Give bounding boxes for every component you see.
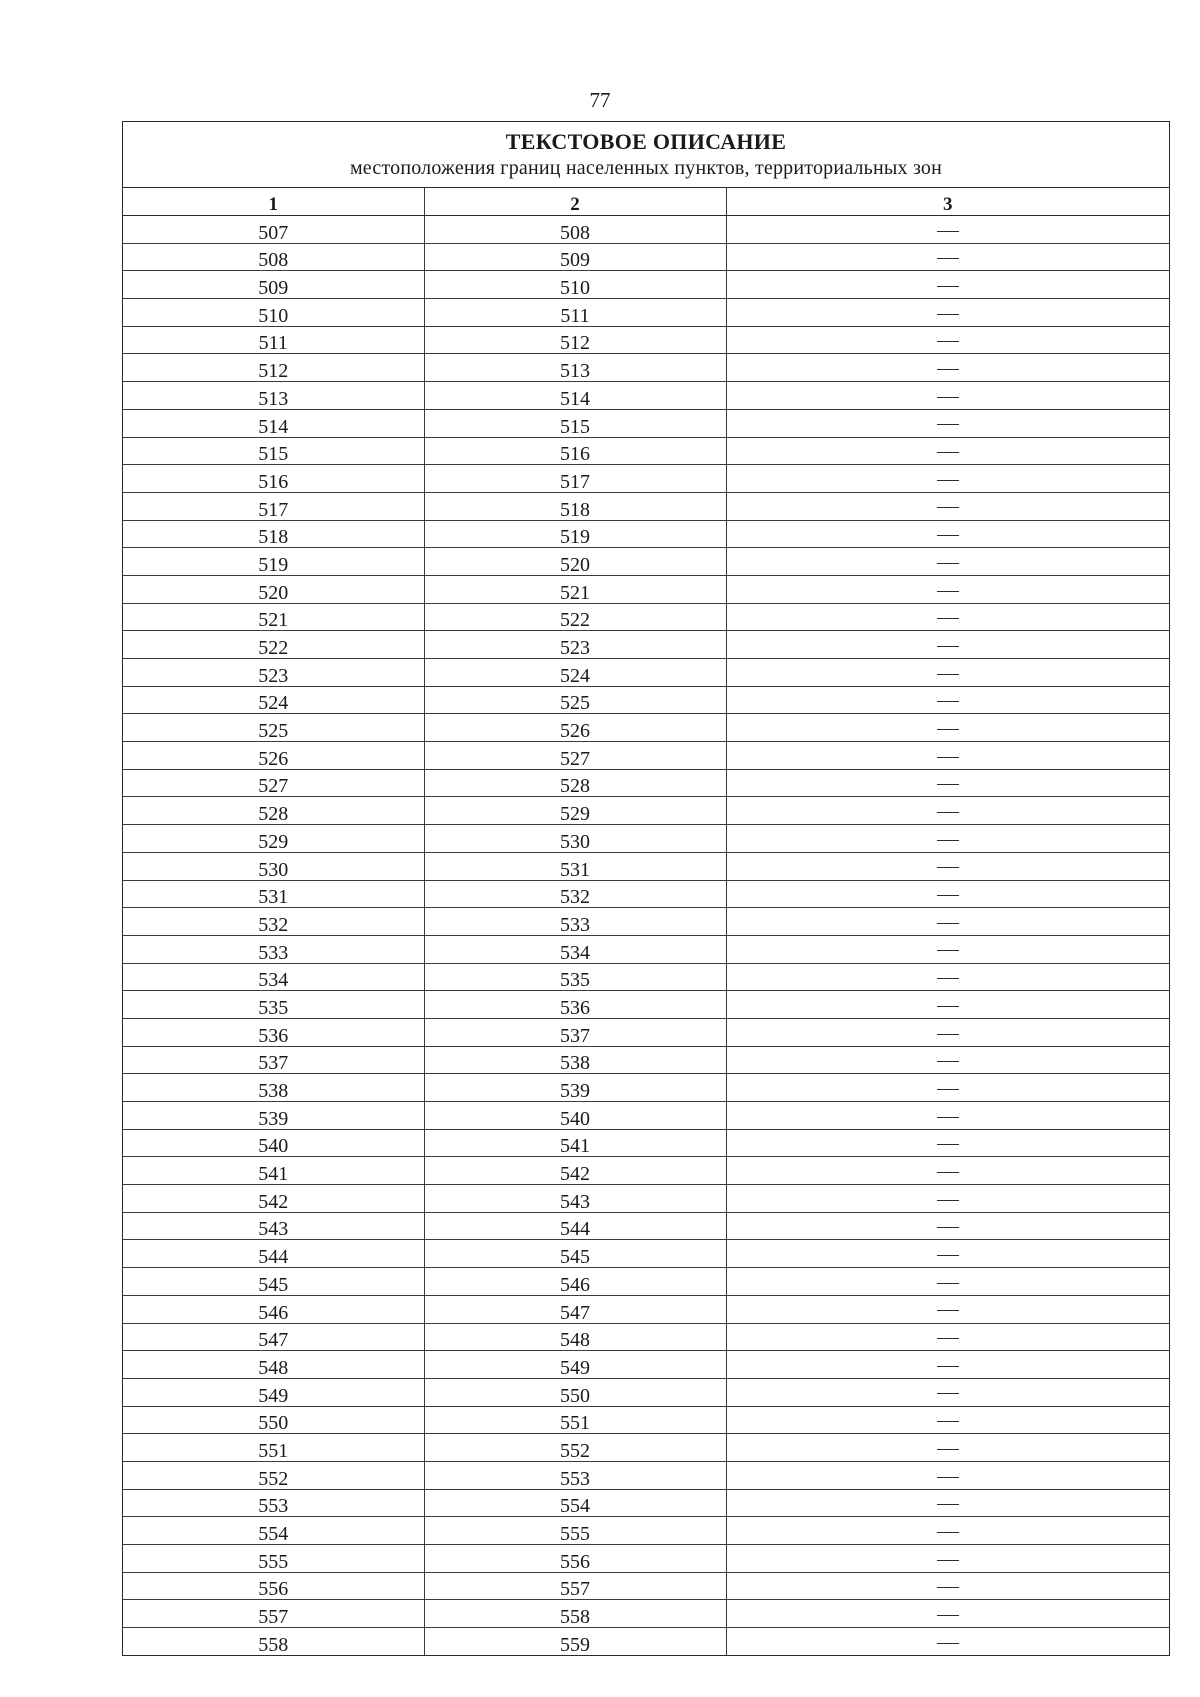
dash-mark bbox=[937, 840, 959, 841]
point-to-cell: 520 bbox=[424, 548, 726, 576]
table-body bbox=[123, 216, 1169, 1655]
point-to-cell: 534 bbox=[424, 935, 726, 963]
table-row bbox=[123, 1018, 1169, 1046]
document-subtitle: местоположения границ населенных пунктов, территориальных зон bbox=[349, 157, 943, 179]
point-from-cell: 534 bbox=[123, 963, 424, 991]
point-to-cell: 540 bbox=[424, 1102, 726, 1130]
table-row bbox=[123, 1489, 1169, 1517]
dash-cell bbox=[726, 991, 1169, 1019]
table-row bbox=[123, 575, 1169, 603]
point-from-cell: 524 bbox=[123, 686, 424, 714]
point-to-cell: 544 bbox=[424, 1212, 726, 1240]
point-from-cell: 518 bbox=[123, 520, 424, 548]
point-from-cell: 547 bbox=[123, 1323, 424, 1351]
table-row bbox=[123, 326, 1169, 354]
point-to-cell: 545 bbox=[424, 1240, 726, 1268]
dash-mark bbox=[937, 1283, 959, 1284]
dash-cell bbox=[726, 1046, 1169, 1074]
dash-mark bbox=[937, 452, 959, 453]
table-row bbox=[123, 1212, 1169, 1240]
dash-mark bbox=[937, 1504, 959, 1505]
point-to-cell: 517 bbox=[424, 465, 726, 493]
point-from-cell: 536 bbox=[123, 1018, 424, 1046]
dash-cell bbox=[726, 1351, 1169, 1379]
dash-mark bbox=[937, 1532, 959, 1533]
dash-cell bbox=[726, 1517, 1169, 1545]
point-from-cell: 513 bbox=[123, 382, 424, 410]
dash-mark bbox=[937, 480, 959, 481]
point-from-cell: 554 bbox=[123, 1517, 424, 1545]
point-to-cell: 546 bbox=[424, 1268, 726, 1296]
point-from-cell: 514 bbox=[123, 409, 424, 437]
point-to-cell: 523 bbox=[424, 631, 726, 659]
point-from-cell: 551 bbox=[123, 1434, 424, 1462]
dash-mark bbox=[937, 978, 959, 979]
dash-mark bbox=[937, 1172, 959, 1173]
table-row bbox=[123, 631, 1169, 659]
dash-cell bbox=[726, 714, 1169, 742]
point-to-cell: 522 bbox=[424, 603, 726, 631]
dash-cell bbox=[726, 769, 1169, 797]
table-row bbox=[123, 1572, 1169, 1600]
point-from-cell: 540 bbox=[123, 1129, 424, 1157]
point-from-cell: 515 bbox=[123, 437, 424, 465]
column-header-row bbox=[123, 188, 1169, 216]
point-from-cell: 535 bbox=[123, 991, 424, 1019]
dash-cell bbox=[726, 1240, 1169, 1268]
dash-mark bbox=[937, 591, 959, 592]
column-header-1: 1 bbox=[123, 188, 424, 216]
point-to-cell: 533 bbox=[424, 908, 726, 936]
point-to-cell: 529 bbox=[424, 797, 726, 825]
point-to-cell: 556 bbox=[424, 1545, 726, 1573]
dash-cell bbox=[726, 492, 1169, 520]
dash-mark bbox=[937, 258, 959, 259]
dash-cell bbox=[726, 575, 1169, 603]
point-to-cell: 557 bbox=[424, 1572, 726, 1600]
table-row bbox=[123, 935, 1169, 963]
dash-mark bbox=[937, 1089, 959, 1090]
document-title: ТЕКСТОВОЕ ОПИСАНИЕ bbox=[505, 129, 787, 154]
dash-mark bbox=[937, 397, 959, 398]
dash-mark bbox=[937, 674, 959, 675]
point-from-cell: 527 bbox=[123, 769, 424, 797]
table-row bbox=[123, 714, 1169, 742]
dash-cell bbox=[726, 271, 1169, 299]
dash-cell bbox=[726, 1406, 1169, 1434]
point-from-cell: 509 bbox=[123, 271, 424, 299]
point-to-cell: 535 bbox=[424, 963, 726, 991]
point-from-cell: 530 bbox=[123, 852, 424, 880]
dash-mark bbox=[937, 1587, 959, 1588]
dash-mark bbox=[937, 1310, 959, 1311]
dash-mark bbox=[937, 1117, 959, 1118]
dash-cell bbox=[726, 686, 1169, 714]
point-to-cell: 519 bbox=[424, 520, 726, 548]
point-from-cell: 533 bbox=[123, 935, 424, 963]
point-from-cell: 516 bbox=[123, 465, 424, 493]
table-row bbox=[123, 991, 1169, 1019]
dash-cell bbox=[726, 1074, 1169, 1102]
point-to-cell: 512 bbox=[424, 326, 726, 354]
dash-mark bbox=[937, 231, 959, 232]
table-row bbox=[123, 409, 1169, 437]
dash-cell bbox=[726, 1489, 1169, 1517]
point-to-cell: 509 bbox=[424, 243, 726, 271]
dash-cell bbox=[726, 326, 1169, 354]
point-from-cell: 552 bbox=[123, 1461, 424, 1489]
point-to-cell: 543 bbox=[424, 1185, 726, 1213]
points-grid bbox=[123, 188, 1169, 1655]
dash-cell bbox=[726, 216, 1169, 244]
point-from-cell: 537 bbox=[123, 1046, 424, 1074]
point-from-cell: 546 bbox=[123, 1295, 424, 1323]
column-header-3: 3 bbox=[726, 188, 1169, 216]
dash-mark bbox=[937, 1477, 959, 1478]
dash-mark bbox=[937, 867, 959, 868]
table-row bbox=[123, 825, 1169, 853]
point-to-cell: 510 bbox=[424, 271, 726, 299]
dash-mark bbox=[937, 757, 959, 758]
dash-mark bbox=[937, 1255, 959, 1256]
point-from-cell: 539 bbox=[123, 1102, 424, 1130]
dash-cell bbox=[726, 465, 1169, 493]
table-row bbox=[123, 216, 1169, 244]
point-to-cell: 514 bbox=[424, 382, 726, 410]
point-to-cell: 550 bbox=[424, 1378, 726, 1406]
table-row bbox=[123, 520, 1169, 548]
dash-cell bbox=[726, 1129, 1169, 1157]
dash-cell bbox=[726, 1157, 1169, 1185]
table-header-block bbox=[123, 122, 1169, 188]
dash-mark bbox=[937, 1393, 959, 1394]
dash-mark bbox=[937, 950, 959, 951]
point-from-cell: 520 bbox=[123, 575, 424, 603]
table-row bbox=[123, 1240, 1169, 1268]
table-row bbox=[123, 742, 1169, 770]
dash-cell bbox=[726, 1461, 1169, 1489]
dash-mark bbox=[937, 1144, 959, 1145]
table-row bbox=[123, 1102, 1169, 1130]
dash-cell bbox=[726, 1572, 1169, 1600]
point-to-cell: 511 bbox=[424, 299, 726, 327]
table-row bbox=[123, 1600, 1169, 1628]
point-from-cell: 545 bbox=[123, 1268, 424, 1296]
page-number: 77 bbox=[589, 88, 611, 112]
point-to-cell: 516 bbox=[424, 437, 726, 465]
dash-cell bbox=[726, 548, 1169, 576]
dash-mark bbox=[937, 618, 959, 619]
point-from-cell: 528 bbox=[123, 797, 424, 825]
point-from-cell: 538 bbox=[123, 1074, 424, 1102]
dash-mark bbox=[937, 923, 959, 924]
point-to-cell: 539 bbox=[424, 1074, 726, 1102]
table-row bbox=[123, 354, 1169, 382]
dash-cell bbox=[726, 437, 1169, 465]
table-row bbox=[123, 1406, 1169, 1434]
point-to-cell: 554 bbox=[424, 1489, 726, 1517]
dash-mark bbox=[937, 1449, 959, 1450]
dash-cell bbox=[726, 243, 1169, 271]
dash-cell bbox=[726, 1185, 1169, 1213]
table-row bbox=[123, 880, 1169, 908]
dash-mark bbox=[937, 895, 959, 896]
dash-cell bbox=[726, 935, 1169, 963]
point-from-cell: 523 bbox=[123, 659, 424, 687]
dash-mark bbox=[937, 563, 959, 564]
table-row bbox=[123, 1545, 1169, 1573]
dash-mark bbox=[937, 341, 959, 342]
point-from-cell: 557 bbox=[123, 1600, 424, 1628]
dash-cell bbox=[726, 1600, 1169, 1628]
dash-cell bbox=[726, 1018, 1169, 1046]
boundary-description-table bbox=[122, 121, 1170, 1656]
point-to-cell: 527 bbox=[424, 742, 726, 770]
point-to-cell: 526 bbox=[424, 714, 726, 742]
table-row bbox=[123, 1157, 1169, 1185]
point-from-cell: 558 bbox=[123, 1628, 424, 1655]
table-row bbox=[123, 1434, 1169, 1462]
dash-cell bbox=[726, 797, 1169, 825]
dash-mark bbox=[937, 784, 959, 785]
point-from-cell: 553 bbox=[123, 1489, 424, 1517]
dash-cell bbox=[726, 825, 1169, 853]
table-row bbox=[123, 1323, 1169, 1351]
dash-cell bbox=[726, 659, 1169, 687]
point-from-cell: 548 bbox=[123, 1351, 424, 1379]
dash-mark bbox=[937, 1421, 959, 1422]
dash-mark bbox=[937, 369, 959, 370]
table-row bbox=[123, 1378, 1169, 1406]
table-row bbox=[123, 437, 1169, 465]
table-row bbox=[123, 271, 1169, 299]
table-row bbox=[123, 908, 1169, 936]
dash-mark bbox=[937, 424, 959, 425]
dash-mark bbox=[937, 1560, 959, 1561]
dash-mark bbox=[937, 314, 959, 315]
table-row bbox=[123, 1185, 1169, 1213]
dash-mark bbox=[937, 286, 959, 287]
point-from-cell: 526 bbox=[123, 742, 424, 770]
point-from-cell: 532 bbox=[123, 908, 424, 936]
point-to-cell: 547 bbox=[424, 1295, 726, 1323]
table-row bbox=[123, 465, 1169, 493]
dash-mark bbox=[937, 1034, 959, 1035]
point-from-cell: 542 bbox=[123, 1185, 424, 1213]
table-row bbox=[123, 382, 1169, 410]
table-row bbox=[123, 1295, 1169, 1323]
point-to-cell: 525 bbox=[424, 686, 726, 714]
point-from-cell: 543 bbox=[123, 1212, 424, 1240]
point-to-cell: 559 bbox=[424, 1628, 726, 1655]
point-to-cell: 552 bbox=[424, 1434, 726, 1462]
table-row bbox=[123, 243, 1169, 271]
dash-mark bbox=[937, 1061, 959, 1062]
table-row bbox=[123, 769, 1169, 797]
dash-mark bbox=[937, 1006, 959, 1007]
point-from-cell: 510 bbox=[123, 299, 424, 327]
table-row bbox=[123, 548, 1169, 576]
point-from-cell: 549 bbox=[123, 1378, 424, 1406]
point-from-cell: 556 bbox=[123, 1572, 424, 1600]
point-to-cell: 549 bbox=[424, 1351, 726, 1379]
dash-cell bbox=[726, 1295, 1169, 1323]
point-to-cell: 558 bbox=[424, 1600, 726, 1628]
dash-cell bbox=[726, 1545, 1169, 1573]
table-row bbox=[123, 299, 1169, 327]
dash-cell bbox=[726, 520, 1169, 548]
table-row bbox=[123, 1268, 1169, 1296]
dash-cell bbox=[726, 742, 1169, 770]
point-to-cell: 521 bbox=[424, 575, 726, 603]
dash-mark bbox=[937, 1227, 959, 1228]
point-from-cell: 511 bbox=[123, 326, 424, 354]
dash-mark bbox=[937, 729, 959, 730]
table-row bbox=[123, 1351, 1169, 1379]
point-from-cell: 521 bbox=[123, 603, 424, 631]
point-to-cell: 548 bbox=[424, 1323, 726, 1351]
point-from-cell: 555 bbox=[123, 1545, 424, 1573]
point-to-cell: 513 bbox=[424, 354, 726, 382]
dash-cell bbox=[726, 852, 1169, 880]
dash-cell bbox=[726, 1102, 1169, 1130]
point-to-cell: 536 bbox=[424, 991, 726, 1019]
dash-mark bbox=[937, 1338, 959, 1339]
point-from-cell: 531 bbox=[123, 880, 424, 908]
point-from-cell: 544 bbox=[123, 1240, 424, 1268]
column-header-2: 2 bbox=[424, 188, 726, 216]
dash-cell bbox=[726, 1268, 1169, 1296]
dash-cell bbox=[726, 354, 1169, 382]
dash-cell bbox=[726, 631, 1169, 659]
point-from-cell: 512 bbox=[123, 354, 424, 382]
table-row bbox=[123, 963, 1169, 991]
dash-cell bbox=[726, 963, 1169, 991]
point-to-cell: 551 bbox=[424, 1406, 726, 1434]
dash-mark bbox=[937, 507, 959, 508]
dash-cell bbox=[726, 1628, 1169, 1655]
dash-cell bbox=[726, 299, 1169, 327]
point-from-cell: 550 bbox=[123, 1406, 424, 1434]
point-to-cell: 541 bbox=[424, 1129, 726, 1157]
point-to-cell: 508 bbox=[424, 216, 726, 244]
table-row bbox=[123, 686, 1169, 714]
point-to-cell: 528 bbox=[424, 769, 726, 797]
table-row bbox=[123, 1074, 1169, 1102]
table-row bbox=[123, 797, 1169, 825]
point-to-cell: 555 bbox=[424, 1517, 726, 1545]
dash-cell bbox=[726, 409, 1169, 437]
dash-mark bbox=[937, 1643, 959, 1644]
point-to-cell: 553 bbox=[424, 1461, 726, 1489]
table-row bbox=[123, 1628, 1169, 1655]
dash-cell bbox=[726, 603, 1169, 631]
point-from-cell: 507 bbox=[123, 216, 424, 244]
point-from-cell: 541 bbox=[123, 1157, 424, 1185]
point-to-cell: 537 bbox=[424, 1018, 726, 1046]
point-from-cell: 519 bbox=[123, 548, 424, 576]
table-row bbox=[123, 659, 1169, 687]
table-row bbox=[123, 492, 1169, 520]
table-row bbox=[123, 1129, 1169, 1157]
dash-mark bbox=[937, 812, 959, 813]
point-to-cell: 538 bbox=[424, 1046, 726, 1074]
point-from-cell: 522 bbox=[123, 631, 424, 659]
point-from-cell: 525 bbox=[123, 714, 424, 742]
point-to-cell: 531 bbox=[424, 852, 726, 880]
dash-cell bbox=[726, 1378, 1169, 1406]
table-row bbox=[123, 1461, 1169, 1489]
dash-mark bbox=[937, 701, 959, 702]
table-row bbox=[123, 1517, 1169, 1545]
point-from-cell: 508 bbox=[123, 243, 424, 271]
point-from-cell: 529 bbox=[123, 825, 424, 853]
dash-cell bbox=[726, 382, 1169, 410]
dash-cell bbox=[726, 1434, 1169, 1462]
point-to-cell: 524 bbox=[424, 659, 726, 687]
dash-mark bbox=[937, 1200, 959, 1201]
dash-mark bbox=[937, 1615, 959, 1616]
table-row bbox=[123, 1046, 1169, 1074]
dash-mark bbox=[937, 535, 959, 536]
point-from-cell: 517 bbox=[123, 492, 424, 520]
dash-cell bbox=[726, 1212, 1169, 1240]
dash-mark bbox=[937, 646, 959, 647]
point-to-cell: 542 bbox=[424, 1157, 726, 1185]
dash-cell bbox=[726, 880, 1169, 908]
point-to-cell: 530 bbox=[424, 825, 726, 853]
dash-cell bbox=[726, 1323, 1169, 1351]
point-to-cell: 515 bbox=[424, 409, 726, 437]
table-row bbox=[123, 852, 1169, 880]
point-to-cell: 518 bbox=[424, 492, 726, 520]
dash-cell bbox=[726, 908, 1169, 936]
table-row bbox=[123, 603, 1169, 631]
point-to-cell: 532 bbox=[424, 880, 726, 908]
dash-mark bbox=[937, 1366, 959, 1367]
